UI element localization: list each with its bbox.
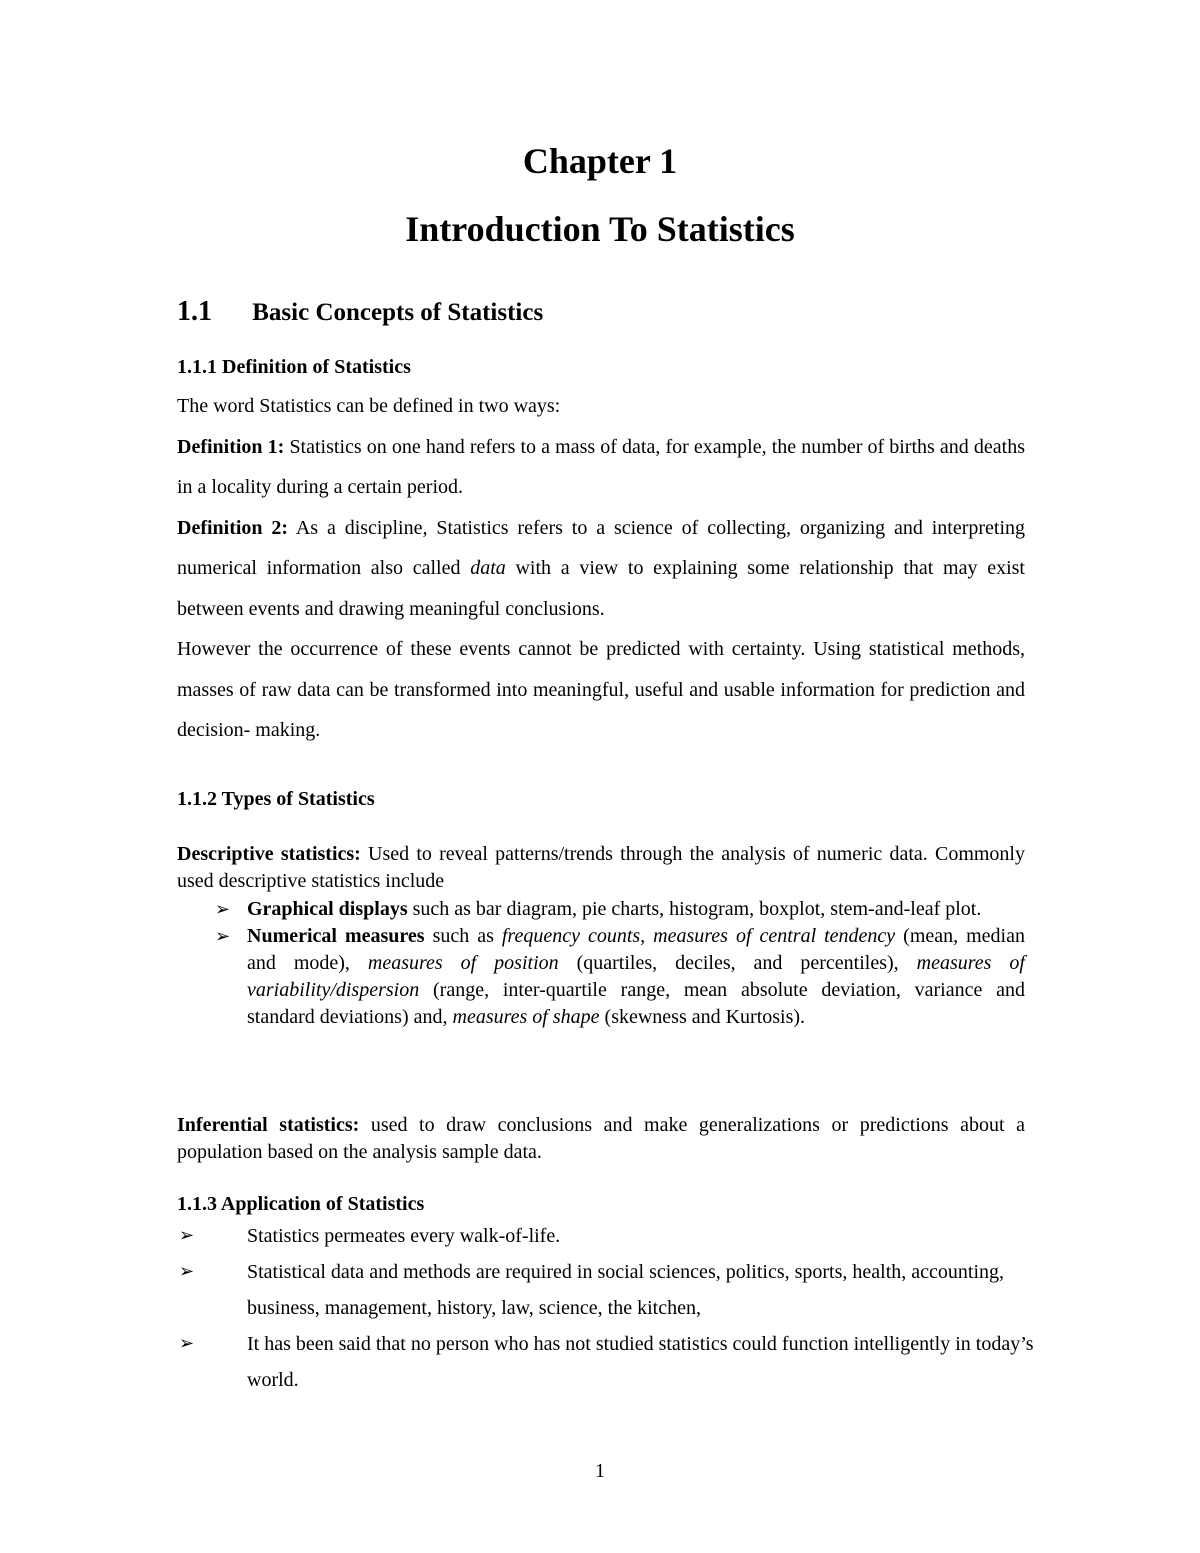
definition-body bbox=[177, 386, 1025, 751]
bullet-text: (skewness and Kurtosis). bbox=[599, 1006, 806, 1028]
bullet-text: (quartiles, deciles, and percentiles), bbox=[558, 952, 917, 974]
bullet-text: such as bbox=[424, 925, 502, 947]
list-item bbox=[177, 923, 1025, 1031]
descriptive-text: Used to reveal patterns/trends through the analysis of numeric data. Commonly used descriptive statistics include bbox=[177, 843, 1025, 892]
chapter-heading: Chapter 1 bbox=[522, 141, 678, 181]
application-text: It has been said that no person who has not studied statistics could function intelligently in today’s world. bbox=[247, 1333, 1034, 1391]
list-item bbox=[177, 896, 1025, 923]
bullet-bold-text: Graphical displays bbox=[247, 898, 408, 920]
definition-1 bbox=[177, 427, 1025, 508]
arrow-bullet-icon: ➢ bbox=[215, 899, 231, 920]
bullet-text: (mean, median and mode), bbox=[247, 925, 1025, 974]
descriptive-paragraph bbox=[177, 841, 1025, 895]
bullet-italic: measures of variability/dispersion bbox=[247, 952, 1025, 1001]
definition-intro: The word Statistics can be defined in two ways: bbox=[177, 395, 561, 417]
bullet-text: (range, inter-quartile range, mean absolute deviation, variance and standard deviations) and, bbox=[247, 979, 1025, 1028]
section-heading bbox=[177, 296, 543, 328]
descriptive-label: Descriptive statistics: bbox=[177, 843, 361, 865]
bullet-bold-text: Numerical measures bbox=[247, 925, 425, 947]
list-item bbox=[177, 1326, 1052, 1398]
application-text: Statistics permeates every walk-of-life. bbox=[247, 1225, 561, 1247]
bullet-italic: frequency counts bbox=[501, 925, 641, 947]
definition-1-label: Definition 1: bbox=[177, 435, 285, 458]
application-text: Statistical data and methods are required in social sciences, politics, sports, health, accounting, business, management, history, law, science, the kitchen, bbox=[247, 1261, 1005, 1319]
bullet-text: , bbox=[640, 925, 654, 947]
list-item bbox=[177, 1254, 1052, 1326]
bullet-italic: measures of central tendency bbox=[653, 925, 896, 947]
types-heading: 1.1.2 Types of Statistics bbox=[177, 788, 375, 810]
however-paragraph: However the occurrence of these events cannot be predicted with certainty. Using statistical methods, masses of raw data can be transformed into meaningful, useful and usable information for prediction and decision- making. bbox=[177, 638, 1025, 741]
definition-2-label: Definition 2: bbox=[177, 516, 289, 539]
application-bullets bbox=[177, 1218, 1052, 1398]
bullet-text: such as bar diagram, pie charts, histogram, boxplot, stem-and-leaf plot. bbox=[407, 898, 982, 920]
arrow-bullet-icon: ➢ bbox=[215, 926, 231, 947]
chapter-title: Introduction To Statistics bbox=[405, 209, 795, 249]
definition-2 bbox=[177, 508, 1025, 630]
section-number: 1.1 bbox=[177, 296, 212, 327]
arrow-bullet-icon: ➢ bbox=[179, 1261, 195, 1282]
definition-heading: 1.1.1 Definition of Statistics bbox=[177, 356, 411, 378]
bullet-italic: measures of position bbox=[367, 952, 559, 974]
bullet-italic: measures of shape bbox=[452, 1006, 600, 1028]
list-item bbox=[177, 1218, 1052, 1254]
definition-1-text: Statistics on one hand refers to a mass of data, for example, the number of births and deaths in a locality during a certain period. bbox=[177, 435, 1025, 498]
arrow-bullet-icon: ➢ bbox=[179, 1333, 195, 1354]
arrow-bullet-icon: ➢ bbox=[179, 1225, 195, 1246]
definition-2-italic: data bbox=[470, 557, 506, 579]
section-title: Basic Concepts of Statistics bbox=[252, 299, 544, 326]
definition-2-text: As a discipline, Statistics refers to a science of collecting, organizing and interpreting numerical information also called bbox=[177, 516, 1026, 579]
inferential-label: Inferential statistics: bbox=[177, 1114, 360, 1136]
page-number: 1 bbox=[595, 1460, 605, 1482]
inferential-text: used to draw conclusions and make generalizations or predictions about a population based on the analysis sample data. bbox=[177, 1114, 1025, 1163]
descriptive-bullets bbox=[177, 896, 1025, 1031]
application-heading: 1.1.3 Application of Statistics bbox=[177, 1193, 425, 1215]
definition-2-text-end: with a view to explaining some relationship that may exist between events and drawing meaningful conclusions. bbox=[177, 557, 1025, 620]
inferential-paragraph bbox=[177, 1112, 1025, 1166]
